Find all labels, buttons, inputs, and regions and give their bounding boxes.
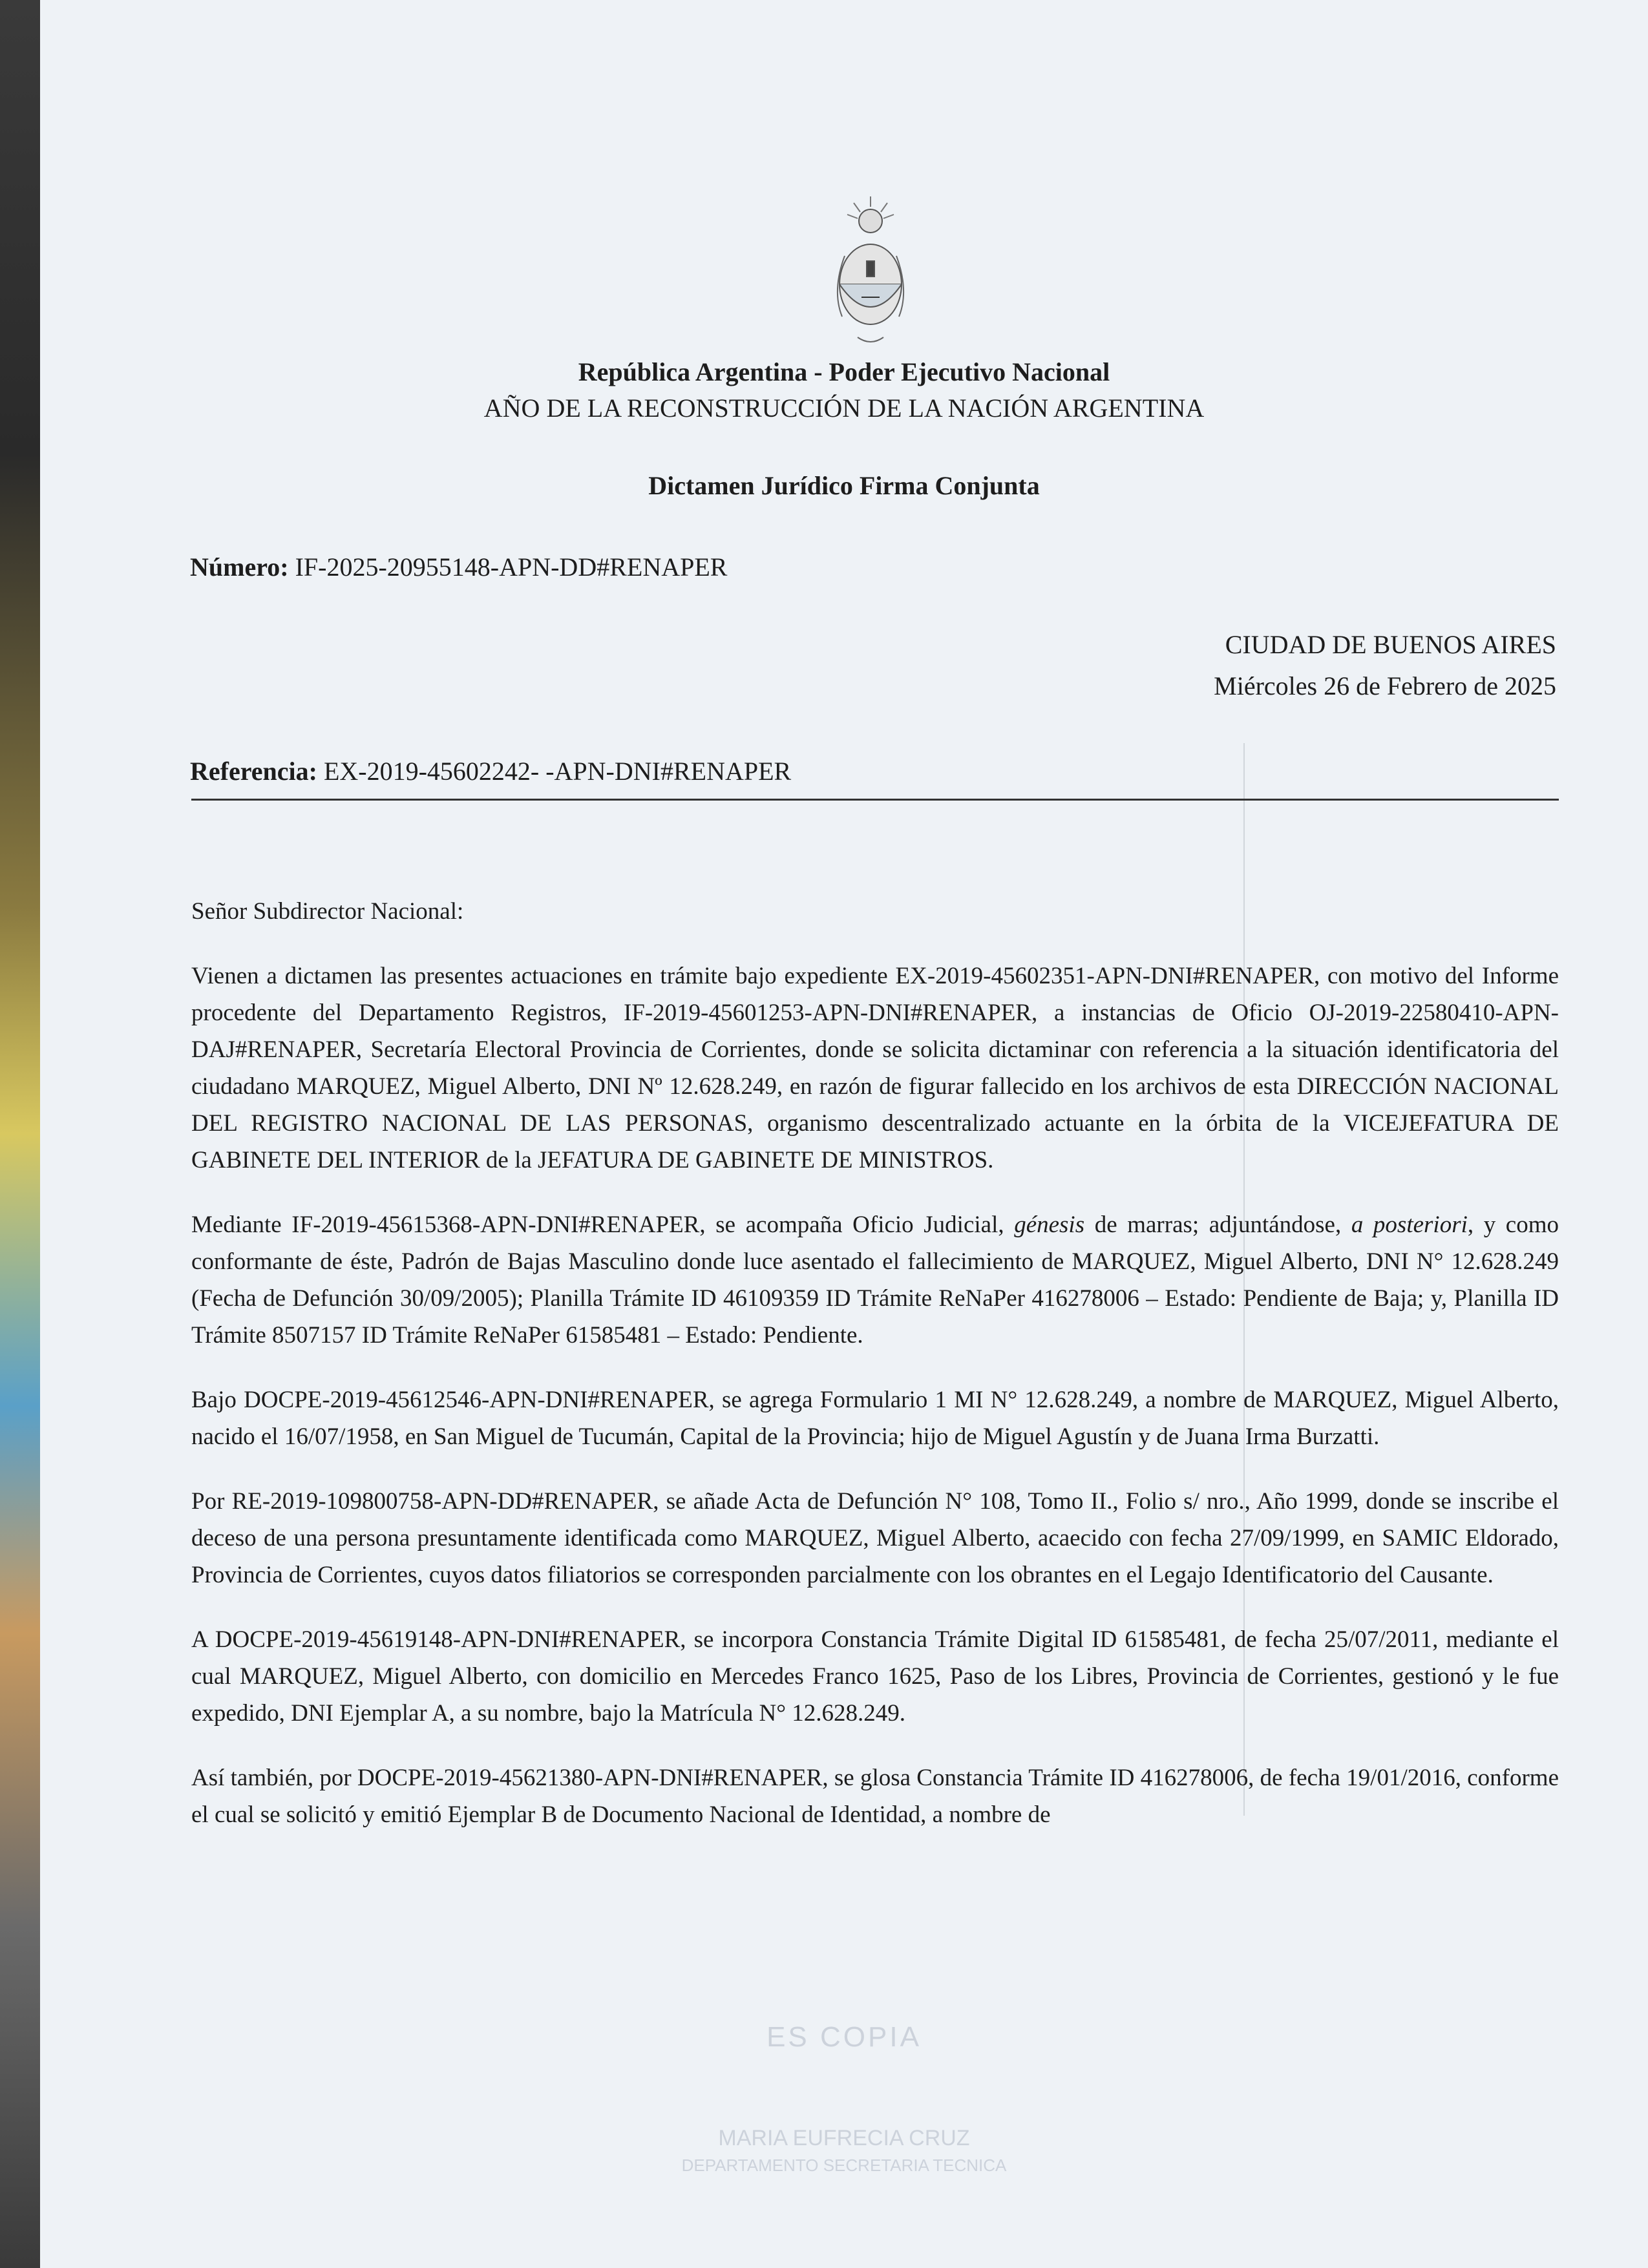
paragraph-2-part-a: Mediante IF-2019-45615368-APN-DNI#RENAPER, se acompaña Oficio Judicial,: [191, 1212, 1015, 1238]
scan-edge: [0, 0, 45, 2268]
paragraph-2-part-c: , y como conformante de éste, Padrón de Bajas Masculino donde luce asentado el fallecimiento de MARQUEZ, Miguel Alberto, DNI N° 12.628.249 (Fecha de Defunción 30/09/2005); Planilla Trámite ID 46109359 ID Trámite ReNaPer 416278006 – Estado: Pendiente de Baja; y, Planilla ID Trámite 8507157 ID Trámite ReNaPer 61585481 – Estado: Pendiente.: [191, 1212, 1559, 1349]
paragraph-2-italic-genesis: génesis: [1014, 1212, 1085, 1238]
paragraph-2: [191, 1206, 1559, 1354]
paragraph-2-italic-posteriori: a posteriori: [1351, 1212, 1468, 1238]
paragraph-1: Vienen a dictamen las presentes actuaciones en trámite bajo expediente EX-2019-45602351-APN-DNI#RENAPER, con motivo del Informe procedente del Departamento Registros, IF-2019-45601253-APN-DNI#RENAPER, a instancias de Oficio OJ-2019-22580410-APN-DAJ#RENAPER, Secretaría Electoral Provincia de Corrientes, donde se solicita dictaminar con referencia a la situación identificatoria del ciudadano MARQUEZ, Miguel Alberto, DNI Nº 12.628.249, en razón de figurar fallecido en los archivos de esta DIRECCIÓN NACIONAL DEL REGISTRO NACIONAL DE LAS PERSONAS, organismo descentralizado actuante en la órbita de la VICEJEFATURA DE GABINETE DEL INTERIOR de la JEFATURA DE GABINETE DE MINISTROS.: [191, 963, 1559, 1173]
header-divider: [191, 799, 1559, 801]
document-number: [190, 552, 727, 582]
paragraph-6: Así también, por DOCPE-2019-45621380-APN-DNI#RENAPER, se glosa Constancia Trámite ID 416278006, de fecha 19/01/2016, conforme el cual se solicitó y emitió Ejemplar B de Documento Nacional de Identidad, a nombre de: [191, 1765, 1559, 1828]
number-label: Número:: [190, 552, 289, 582]
document-page: [40, 0, 1648, 2268]
paragraph-4: Por RE-2019-109800758-APN-DD#RENAPER, se añade Acta de Defunción N° 108, Tomo II., Folio s/ nro., Año 1999, donde se inscribe el deceso de una persona presuntamente identificada como MARQUEZ, Miguel Alberto, acaecido con fecha 27/09/1999, en SAMIC Eldorado, Provincia de Corrientes, cuyos datos filiatorios se corresponden parcialmente con los obrantes en el Legajo Identificatorio del Causante.: [191, 1488, 1559, 1588]
document-city: CIUDAD DE BUENOS AIRES: [1225, 630, 1556, 659]
faded-stamp-department: DEPARTAMENTO SECRETARIA TECNICA: [681, 2156, 1007, 2175]
document-reference: [190, 756, 791, 786]
header-year-motto: AÑO DE LA RECONSTRUCCIÓN DE LA NACIÓN ARGENTINA: [483, 394, 1205, 423]
reference-value: EX-2019-45602242- -APN-DNI#RENAPER: [323, 757, 792, 786]
header-republic: República Argentina - Poder Ejecutivo Nacional: [578, 357, 1110, 386]
greeting: Señor Subdirector Nacional:: [191, 898, 464, 925]
reference-label: Referencia:: [190, 757, 317, 786]
number-value: IF-2025-20955148-APN-DD#RENAPER: [295, 552, 728, 582]
paragraph-2-part-b: de marras; adjuntándose,: [1084, 1212, 1351, 1238]
paragraph-5: A DOCPE-2019-45619148-APN-DNI#RENAPER, se incorpora Constancia Trámite Digital ID 61585481, de fecha 25/07/2011, mediante el cual MARQUEZ, Miguel Alberto, con domicilio en Mercedes Franco 1625, Paso de los Libres, Provincia de Corrientes, gestionó y le fue expedido, DNI Ejemplar A, a su nombre, bajo la Matrícula N° 12.628.249.: [191, 1626, 1559, 1727]
document-date: Miércoles 26 de Febrero de 2025: [1214, 671, 1556, 700]
faded-stamp-name: MARIA EUFRECIA CRUZ: [718, 2126, 970, 2150]
document-body: [191, 893, 1559, 1861]
faded-stamp-copy: ES COPIA: [766, 2021, 922, 2053]
argentine-coat-of-arms-icon: [819, 194, 922, 355]
paragraph-3: Bajo DOCPE-2019-45612546-APN-DNI#RENAPER, se agrega Formulario 1 MI N° 12.628.249, a nombre de MARQUEZ, Miguel Alberto, nacido el 16/07/1958, en San Miguel de Tucumán, Capital de la Provincia; hijo de Miguel Agustín y de Juana Irma Burzatti.: [191, 1387, 1559, 1450]
document-title: Dictamen Jurídico Firma Conjunta: [648, 471, 1040, 500]
